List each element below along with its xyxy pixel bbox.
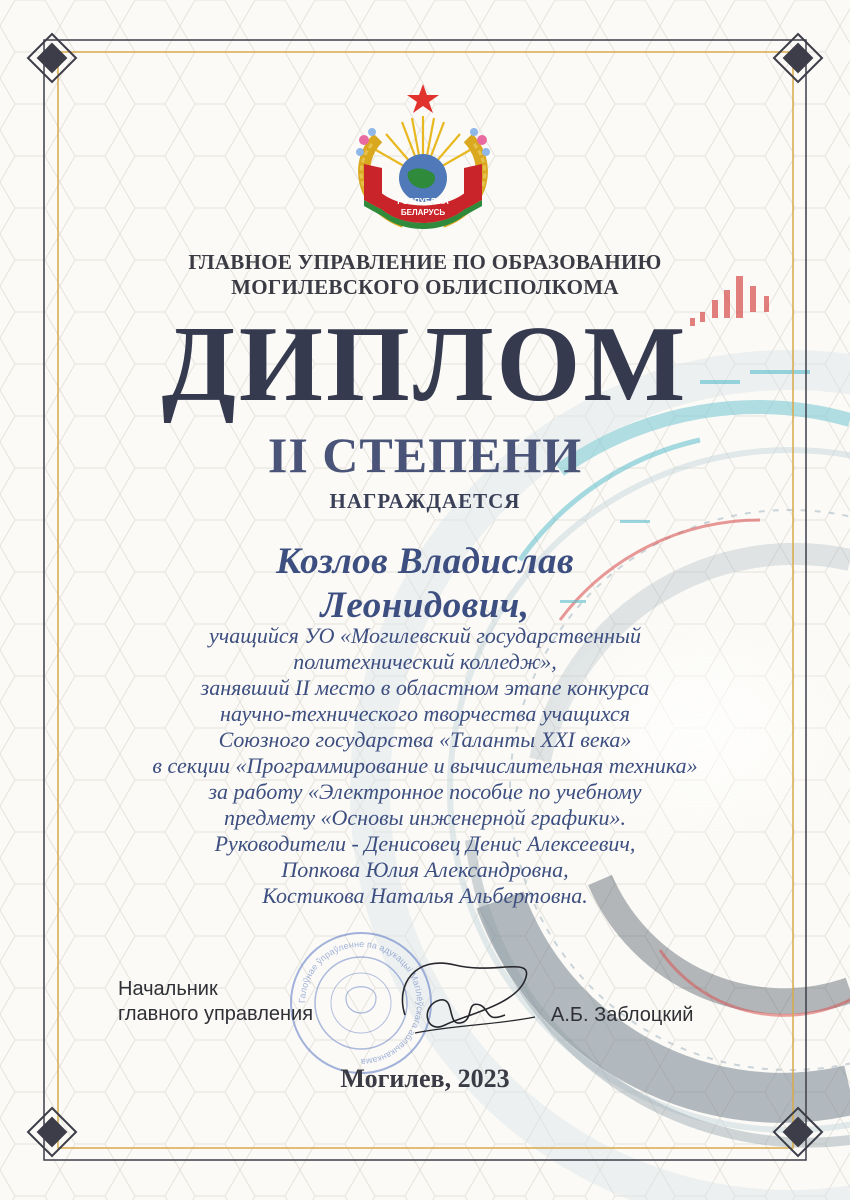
diploma-title: ДИПЛОМ	[161, 305, 689, 424]
signer-position-line-2: главного управления	[118, 1003, 314, 1025]
description-line: учащийся УО «Могилевский государственный	[209, 623, 641, 648]
emblem-ribbon-line2: БЕЛАРУСЬ	[400, 208, 446, 217]
org-line-2: МОГИЛЕВСКОГО ОБЛИСПОЛКОМА	[231, 275, 619, 299]
description-line: за работу «Электронное пособие по учебному	[208, 779, 642, 804]
signer-position	[118, 977, 313, 1027]
description-line: Костикова Наталья Альбертовна.	[262, 883, 588, 908]
description-line: Союзного государства «Таланты XXI века»	[218, 727, 632, 752]
recipient-name-line-2: Леонидович,	[320, 585, 530, 626]
description-line: Руководители - Денисовец Денис Алексеевич,	[214, 831, 636, 856]
seal-text: Галоўнае ўпраўленне па адукацыі Магілёўскага аблвыканкама	[296, 938, 426, 1068]
description-line: политехнический колледж»,	[293, 649, 557, 674]
description-line: предмету «Основы инженерной графики».	[224, 805, 626, 830]
signer-name: А.Б. Заблоцкий	[551, 1004, 694, 1026]
emblem-ribbon-line1: РЭСПУБЛІКА	[397, 197, 449, 206]
handwritten-signature	[385, 945, 545, 1045]
signer-position-line-1: Начальник	[118, 978, 218, 1000]
description-line: Попкова Юлия Александровна,	[281, 857, 569, 882]
recipient-name-line-1: Козлов Владислав	[275, 541, 575, 582]
city-year: Могилев, 2023	[340, 1064, 510, 1093]
description-line: в секции «Программирование и вычислительная техника»	[152, 753, 698, 778]
description-line: научно-технического творчества учащихся	[220, 701, 630, 726]
description-line: занявший II место в областном этапе конкурса	[200, 675, 650, 700]
org-line-1: ГЛАВНОЕ УПРАВЛЕНИЕ ПО ОБРАЗОВАНИЮ	[188, 250, 662, 274]
diploma-degree: II СТЕПЕНИ	[267, 427, 583, 483]
award-description	[0, 623, 850, 909]
awarded-label: НАГРАЖДАЕТСЯ	[329, 489, 521, 513]
